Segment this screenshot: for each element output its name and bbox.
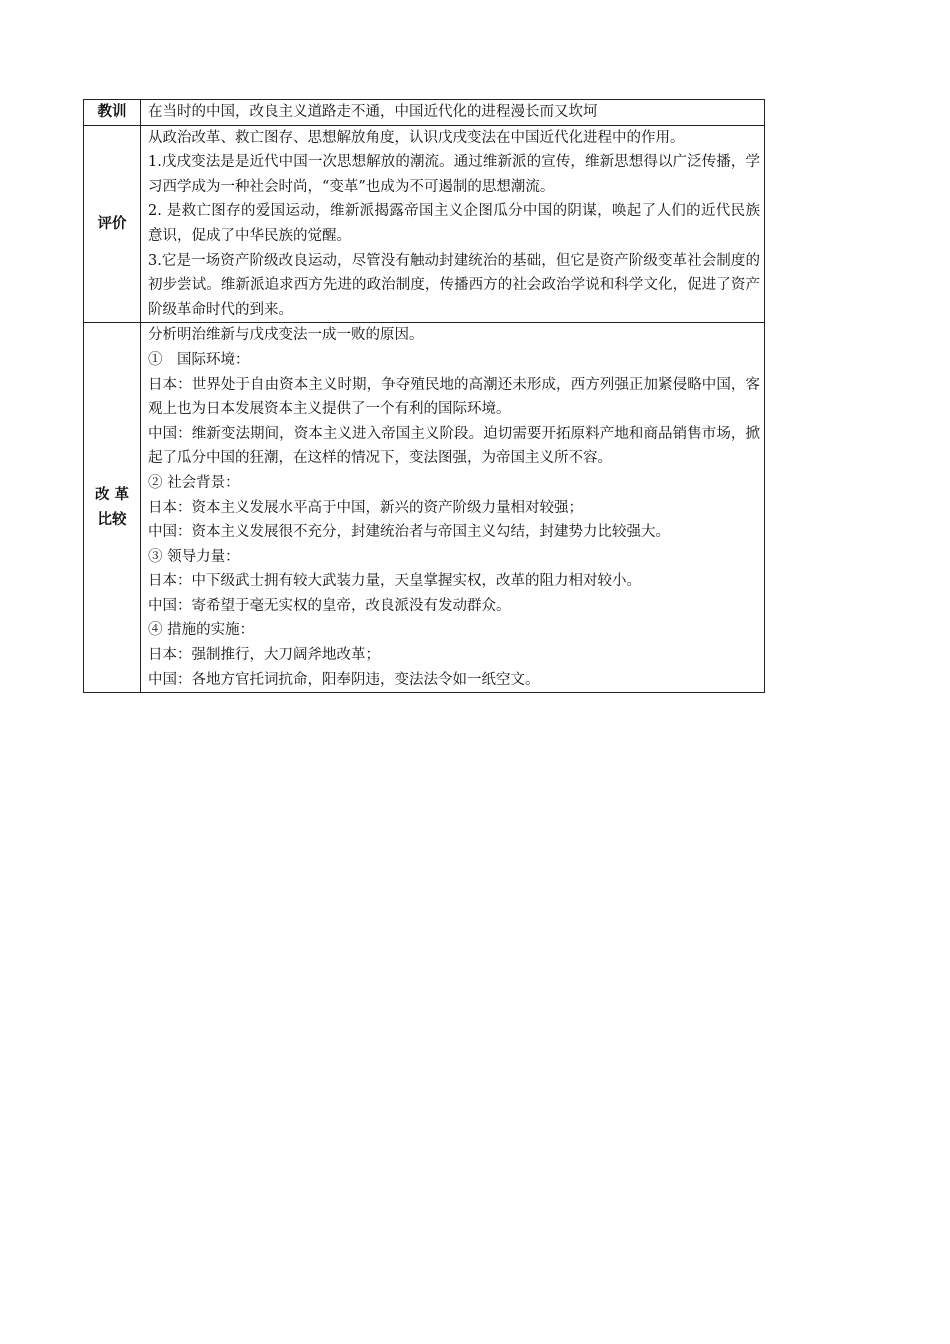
paragraph: 从政治改革、救亡图存、思想解放角度，认识戊戌变法在中国近代化进程中的作用。 xyxy=(148,129,685,146)
row-label-reform-comparison xyxy=(84,323,141,693)
table-row-reform-comparison xyxy=(84,323,765,693)
paragraph: 分析明治维新与戊戌变法一成一败的原因。 xyxy=(148,327,424,344)
paragraph: 日本：资本主义发展水平高于中国，新兴的资产阶级力量相对较强； xyxy=(148,499,583,516)
label-line: 改 革 xyxy=(94,487,130,504)
row-label-lesson: 教训 xyxy=(84,100,141,126)
row-label-evaluation: 评价 xyxy=(84,125,141,323)
row-content-reform-comparison xyxy=(141,323,765,693)
section-heading: ④ 措施的实施： xyxy=(148,622,255,639)
paragraph: 日本：中下级武士拥有较大武装力量，天皇掌握实权，改革的阻力相对较小。 xyxy=(148,573,641,590)
row-content-lesson xyxy=(141,100,765,126)
section-heading: ③ 领导力量： xyxy=(148,548,240,565)
paragraph: 日本：强制推行，大刀阔斧地改革； xyxy=(148,647,380,664)
table-row-lesson xyxy=(84,100,765,126)
history-lesson-table xyxy=(83,99,765,693)
paragraph: 中国：资本主义发展很不充分，封建统治者与帝国主义勾结，封建势力比较强大。 xyxy=(148,524,670,541)
paragraph: 2. 是救亡图存的爱国运动，维新派揭露帝国主义企图瓜分中国的阴谋，唤起了人们的近代民族意识，促成了中华民族的觉醒。 xyxy=(148,203,760,244)
section-heading: ② 社会背景： xyxy=(148,474,240,491)
row-content-evaluation xyxy=(141,125,765,323)
paragraph: 中国：维新变法期间，资本主义进入帝国主义阶段。迫切需要开拓原料产地和商品销售市场，掀起了瓜分中国的狂潮，在这样的情况下，变法图强，为帝国主义所不容。 xyxy=(148,425,760,467)
paragraph: 3.它是一场资产阶级改良运动，尽管没有触动封建统治的基础，但它是资产阶级变革社会制度的初步尝试。维新派追求西方先进的政治制度，传播西方的社会政治学说和科学文化，促进了资产阶级革命时代的到来。 xyxy=(148,252,760,318)
paragraph: 日本：世界处于自由资本主义时期，争夺殖民地的高潮还未形成，西方列强正加紧侵略中国，客观上也为日本发展资本主义提供了一个有利的国际环境。 xyxy=(148,376,760,418)
table-row-evaluation xyxy=(84,125,765,323)
paragraph: 中国：各地方官托词抗命，阳奉阴违，变法法令如一纸空文。 xyxy=(148,671,540,688)
section-heading: ① 国际环境： xyxy=(148,351,250,368)
paragraph: 1.戊戌变法是是近代中国一次思想解放的潮流。通过维新派的宣传，维新思想得以广泛传播，学习西学成为一种社会时尚，“变革”也成为不可遏制的思想潮流。 xyxy=(148,154,760,195)
label-line: 比较 xyxy=(97,511,127,528)
paragraph: 中国：寄希望于毫无实权的皇帝，改良派没有发动群众。 xyxy=(148,597,511,614)
paragraph: 在当时的中国，改良主义道路走不通，中国近代化的进程漫长而又坎坷 xyxy=(148,104,598,120)
